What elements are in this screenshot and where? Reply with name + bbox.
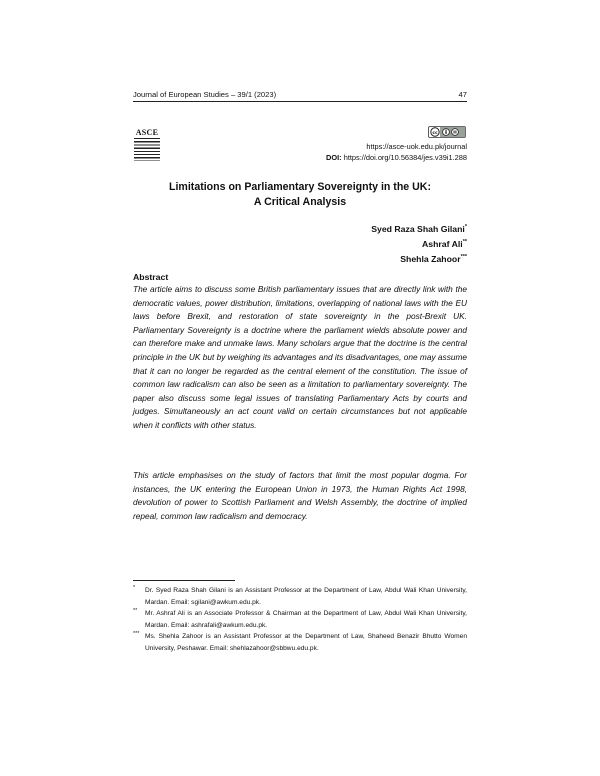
author-list xyxy=(371,221,467,266)
footnote-1-text: Dr. Syed Raza Shah Gilani is an Assistant Professor at the Department of Law, Abdul Wali Khan University, Mardan. Email: sgilani@awkum.edu.pk. xyxy=(145,587,467,606)
doi-link[interactable]: https://doi.org/10.56384/jes.v39i1.288 xyxy=(343,153,467,162)
author-2-mark: ** xyxy=(462,239,467,245)
journal-links xyxy=(326,141,467,163)
page-number: 47 xyxy=(458,90,467,99)
header-rule xyxy=(133,101,467,102)
footnote-2-text: Mr. Ashraf Ali is an Associate Professor & Chairman at the Department of Law, Abdul Wali Khan University, Mardan. Email: ashrafali@awkum.edu.pk. xyxy=(145,610,467,629)
asce-logo-emblem xyxy=(134,138,160,161)
asce-logo-text: ASCE xyxy=(135,128,159,137)
footnote-2 xyxy=(133,608,467,631)
author-3: Shehla Zahoor*** xyxy=(400,254,467,264)
journal-url[interactable]: https://asce-uok.edu.pk/journal xyxy=(366,142,467,151)
footnote-3-mark: *** xyxy=(133,631,140,637)
footnote-rule xyxy=(133,580,235,581)
footnote-1 xyxy=(133,585,467,608)
article-title xyxy=(133,180,467,210)
creative-commons-icon xyxy=(428,126,466,138)
footnotes xyxy=(133,585,467,654)
abstract-paragraph-2: This article emphasises on the study of factors that limit the most popular dogma. For instances, the UK entering the European Union in 1973, the Human Rights Act 1998, devolution of power to Scottish Parliament and Welsh Assembly, the doctrine of implied repeal, common law radicalism and democracy. xyxy=(133,470,467,521)
footnote-3-text: Ms. Shehla Zahoor is an Assistant Professor at the Department of Law, Shaheed Benazir Bhutto Women University, Peshawar. Email: shehlazahoor@sbbwu.edu.pk. xyxy=(145,633,467,652)
abstract-heading: Abstract xyxy=(133,272,169,282)
doi-line xyxy=(326,152,467,163)
journal-citation: Journal of European Studies – 39/1 (2023) xyxy=(133,90,277,99)
footnote-1-mark: * xyxy=(133,585,136,591)
footnote-3 xyxy=(133,631,467,654)
footnote-2-mark: ** xyxy=(133,608,138,614)
title-line-1: Limitations on Parliamentary Sovereignty in the UK: xyxy=(169,181,431,193)
author-2: Ashraf Ali** xyxy=(422,239,467,249)
asce-logo xyxy=(134,128,160,162)
svg-text:cc: cc xyxy=(432,130,438,136)
author-3-mark: *** xyxy=(460,254,467,260)
author-1-mark: * xyxy=(464,224,467,230)
title-line-2: A Critical Analysis xyxy=(253,196,347,208)
doi-label: DOI: xyxy=(326,153,342,162)
abstract-paragraph-1: The article aims to discuss some British parliamentary issues that are directly link with the democratic values, power distribution, limitations, overlapping of national laws with the EU laws before Brexit, and restoration of state sovereignty in the post-Brexit UK. Parliamentary Sovereignty is a doctrine where the parliament wields absolute power and can therefore make and unmake laws. Many scholars argue that the doctrine is the central principle in the UK but by weighing its advantages and its disadvantages, one may assume that it can no longer be regarded as the central element of the constitution. The issue of common law radicalism can also be seen as a limitation to parliamentary sovereignty. The paper also discuss some legal issues of translating Parliamentary Acts by courts and judges. Simultaneously an act count valid on certain circumstances but not applicable when it conflicts with other status. xyxy=(133,284,467,430)
author-1: Syed Raza Shah Gilani* xyxy=(371,224,467,234)
